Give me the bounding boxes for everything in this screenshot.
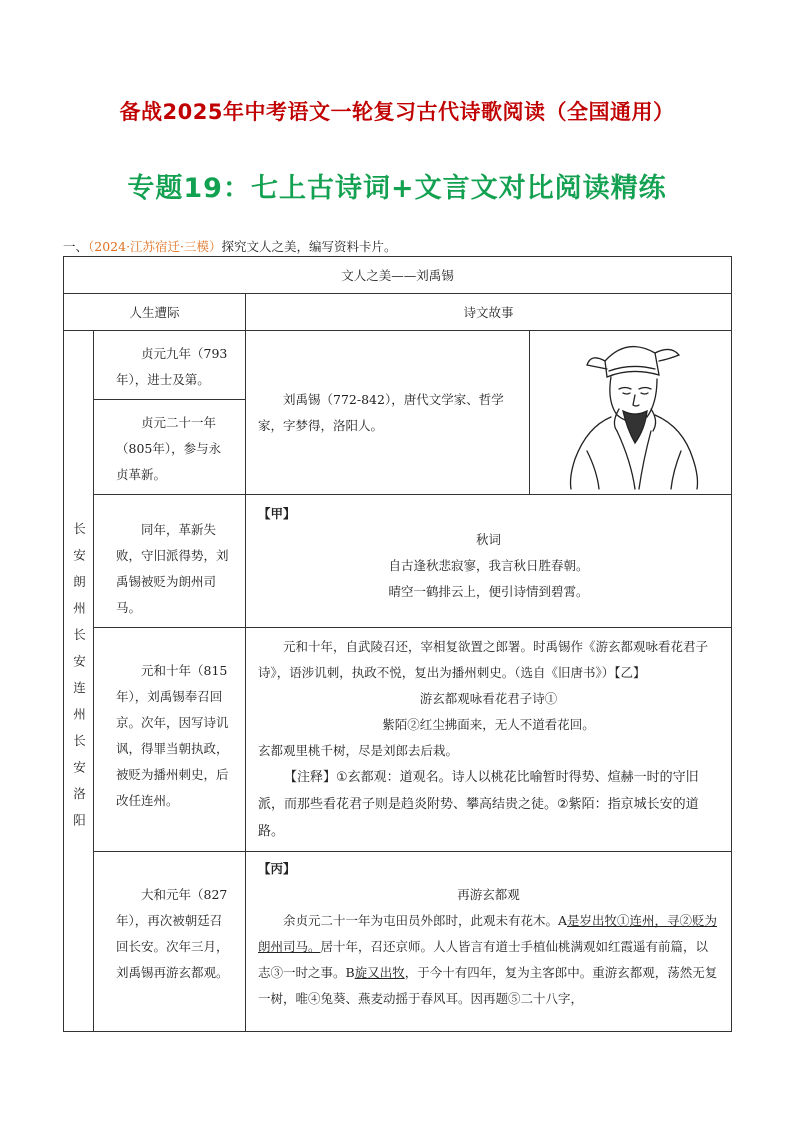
bing-mark: 【丙】 xyxy=(258,861,296,876)
yi-title: 游玄都观咏看花君子诗① xyxy=(419,691,558,706)
page-title: 备战2025年中考语文一轮复习古代诗歌阅读（全国通用） xyxy=(119,100,675,124)
poem-bing-cell xyxy=(246,852,732,1032)
portrait-cell xyxy=(530,331,732,495)
intro-cell xyxy=(246,331,530,495)
header-story: 诗文故事 xyxy=(246,294,732,331)
question-line xyxy=(63,237,397,255)
question-text: 探究文人之美，编写资料卡片。 xyxy=(221,239,397,254)
resource-card-table xyxy=(63,256,732,1032)
yi-annotation: 【注释】①玄都观：道观名。诗人以桃花比喻暂时得势、煊赫一时的守旧派，而那些看花君子则是趋炎附势、攀高结贵之徒。②紫陌：指京城长安的道路。 xyxy=(258,770,699,839)
jia-title: 秋词 xyxy=(476,532,502,547)
intro-text: 刘禹锡（772-842），唐代文学家、哲学家，字梦得，洛阳人。 xyxy=(258,391,504,433)
life-cell-1: 贞元九年（793年），进士及第。 xyxy=(94,331,246,400)
portrait-image xyxy=(530,331,731,491)
life-cell-4: 元和十年（815年），刘禹锡奉召回京。次年，因写诗讥讽，得罪当朝执政，被贬为播州刺史，后改任连州。 xyxy=(94,628,246,852)
poem-jia-cell xyxy=(246,495,732,628)
bing-underline-a: 是岁出牧①连州，寻②贬为朗州司马。 xyxy=(258,913,718,954)
bing-preface: 余贞元二十一年为屯田员外郎时，此观未有花木。A是岁出牧①连州，寻②贬为朗州司马。居十年，召还京师。人人皆言有道士手植仙桃满观如红霞遥有前篇，以志③一时之事。B旋又出牧，于今十有四年，复为主客郎中。重游玄都观，荡然无复一树，唯④兔葵、燕麦动摇于春风耳。因再题⑤二十八字， xyxy=(258,913,718,1006)
question-prefix: 一、 xyxy=(63,239,89,254)
card-title: 文人之美——刘禹锡 xyxy=(64,257,732,294)
page-subtitle: 专题19：七上古诗词+文言文对比阅读精练 xyxy=(127,173,667,204)
location-side-label: 长安朗州长安连州长安洛阳 xyxy=(64,331,94,1032)
question-source: （2024·江苏宿迁·三模） xyxy=(88,239,222,254)
life-cell-2: 贞元二十一年（805年），参与永贞革新。 xyxy=(94,400,246,495)
life-cell-3: 同年，革新失败，守旧派得势，刘禹锡被贬为朗州司马。 xyxy=(94,495,246,628)
header-life: 人生遭际 xyxy=(64,294,246,331)
jia-line-2: 晴空一鹤排云上，便引诗情到碧霄。 xyxy=(388,584,589,599)
yi-line-2: 玄都观里桃千树，尽是刘郎去后栽。 xyxy=(258,743,459,758)
jia-mark: 【甲】 xyxy=(258,506,296,521)
bing-underline-b: 旋又出牧 xyxy=(354,965,405,980)
yi-line-1: 紫陌②红尘拂面来，无人不道看花回。 xyxy=(382,717,595,732)
poem-yi-cell xyxy=(246,628,732,852)
jia-line-1: 自古逢秋悲寂寥，我言秋日胜春朝。 xyxy=(388,558,589,573)
yi-paragraph: 元和十年，自武陵召还，宰相复欲置之郎署。时禹锡作《游玄都观咏看花君子诗》，语涉讥刺，执政不悦，复出为播州刺史。（选自《旧唐书》）【乙】 xyxy=(258,639,709,680)
life-cell-5: 大和元年（827年），再次被朝廷召回长安。次年三月，刘禹锡再游玄都观。 xyxy=(94,852,246,1032)
bing-title: 再游玄都观 xyxy=(457,887,520,902)
